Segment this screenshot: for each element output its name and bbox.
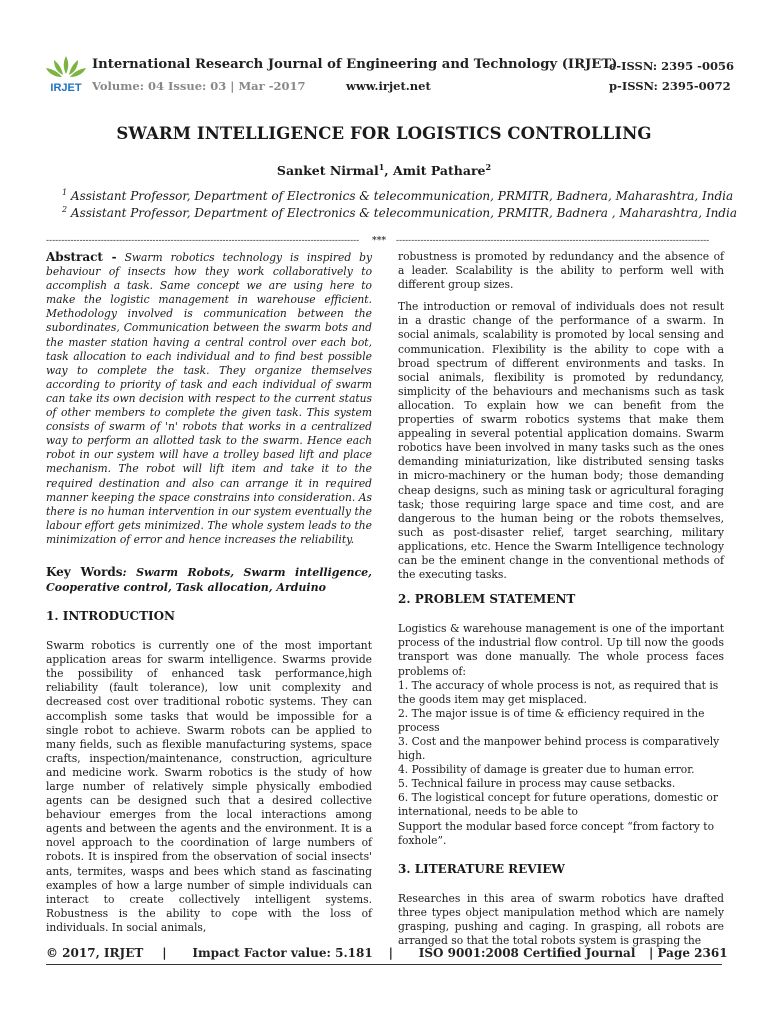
journal-name: International Research Journal of Engineering and Technology (IRJET) [92, 57, 618, 72]
section-heading-introduction: 1. INTRODUCTION [46, 608, 176, 623]
keywords-text: Swarm Robots, Swarm intelligence, Cooperative control, Task allocation, Arduino [46, 565, 372, 594]
problem-list-item: 5. Technical failure in process may cause setbacks. [398, 777, 676, 791]
footer-copyright: © 2017, IRJET [46, 946, 144, 960]
author-affiliation-mark: 2 [485, 162, 492, 172]
affiliation-mark: 2 [62, 205, 68, 214]
paragraph-gap [398, 292, 724, 300]
problem-list-item: 1. The accuracy of whole process is not, as required that is the goods item may get misplaced. [398, 678, 719, 706]
affiliation [62, 205, 737, 220]
journal-header [44, 52, 734, 96]
separator-dashes-right: ------------------------------------------------------------------------------------------------------- [396, 236, 710, 246]
author-affiliation-mark: 1 [378, 162, 385, 172]
author-separator: , [384, 163, 394, 179]
section-heading-problem-statement: 2. PROBLEM STATEMENT [398, 592, 576, 607]
abstract [46, 250, 372, 547]
e-issn: e-ISSN: 2395 -0056 [609, 59, 734, 73]
affiliation-text: Assistant Professor, Department of Electronics & telecommunication, PRMITR, Badnera , Maharashtra, India [67, 206, 737, 220]
journal-website-link[interactable]: www.irjet.net [346, 79, 431, 93]
irjet-logo [44, 52, 88, 96]
p-issn: p-ISSN: 2395-0072 [609, 79, 731, 93]
problem-list-item: 2. The major issue is of time & efficiency required in the process [398, 706, 705, 734]
page-footer [46, 946, 728, 960]
paper-title: SWARM INTELLIGENCE FOR LOGISTICS CONTROLLING [116, 124, 652, 143]
problem-list-item: 4. Possibility of damage is greater due to human error. [398, 763, 695, 777]
introduction-paragraph: Swarm robotics is currently one of the most important application areas for swarm intelligence. Swarms provide the possibility of enhanced task performance,high reliability (fault tolerance), low unit complexity and decreased cost over traditional robotic systems. They can accomplish some tasks that would be impossible for a single robot to achieve. Swarm robots can be applied to many fields, such as flexible manufacturing systems, space crafts, inspection/maintenance, construction, agriculture and medicine work. Swarm robotics is the study of how large number of relatively simple physically embodied agents can be designed such that a desired collective behaviour emerges from the local interactions among agents and between the agents and the environment. It is a novel approach to the coordination of large numbers of robots. It is inspired from the observation of social insects' ants, termites, wasps and bees which stand as fascinating examples of how a large number of simple individuals can interact to create collectively intelligent systems. Robustness is the ability to cope with the loss of individuals. In social animals, [46, 639, 372, 934]
affiliation-text: Assistant Professor, Department of Electronics & telecommunication, PRMITR, Badnera, Maharashtra, India [67, 189, 734, 203]
separator-stars: *** [372, 236, 387, 246]
journal-issue: Volume: 04 Issue: 03 | Mar -2017 [92, 79, 306, 93]
author-name: Amit Pathare [393, 163, 486, 179]
affiliation-mark: 1 [62, 188, 68, 197]
abstract-label: Abstract - [46, 250, 117, 264]
problem-list-item: 3. Cost and the manpower behind process is comparatively high. [398, 735, 720, 763]
left-column [46, 250, 372, 935]
author-name: Sanket Nirmal [276, 163, 379, 179]
affiliation [62, 188, 734, 203]
section-heading-literature-review: 3. LITERATURE REVIEW [398, 861, 565, 876]
literature-paragraph: Researches in this area of swarm robotics have drafted three types object manipulation method which are namely grasping, pushing and caging. In grasping, all robots are arranged so that the total robots system is grasping the [398, 891, 724, 948]
problem-intro: Logistics & warehouse management is one of the important process of the industrial flow control. Up till now the goods transport was done manually. The whole process faces problems of: [398, 622, 724, 678]
logo-lettering: IRJET [50, 82, 82, 94]
authors-line [0, 162, 768, 178]
keywords [46, 565, 372, 595]
right-column [398, 250, 724, 948]
footer-iso: ISO 9001:2008 Certified Journal [418, 946, 636, 960]
separator-dashes-left: ------------------------------------------------------------------------------------------------------- [46, 236, 360, 246]
keywords-label: Key Words [46, 564, 123, 579]
problem-list-item: Support the modular based force concept “from factory to foxhole”. [398, 819, 715, 847]
footer-divider: | [388, 946, 393, 960]
footer-impact-factor: Impact Factor value: 5.181 [192, 946, 373, 960]
body-paragraph: The introduction or removal of individuals does not result in a drastic change of the performance of a swarm. In social animals, scalability is promoted by local sensing and communication. Flexibility is the ability to cope with a broad spectrum of different environments and tasks. In social animals, flexibility is promoted by redundancy, simplicity of the behaviours and mechanisms such as task allocation. To explain how we can benefit from the properties of swarm robotics systems that make them appealing in several potential application domains. Swarm robotics have been involved in many tasks such as the ones demanding miniaturization, like distributed sensing tasks in micro-machinery or the human body; those demanding cheap designs, such as mining task or agricultural foraging task; those requiring large space and time cost, and are dangerous to the human being or the robots themselves, such as post-disaster relief, target searching, military applications, etc. Hence the Swarm Intelligence technology can be the eminent change in the conventional methods of the executing tasks. [398, 300, 724, 582]
keywords-colon: : [122, 565, 137, 579]
footer-divider: | [162, 946, 167, 960]
problem-list-item: 6. The logistical concept for future operations, domestic or international, needs to be able to [398, 791, 718, 819]
footer-rule [46, 964, 722, 965]
body-paragraph: robustness is promoted by redundancy and the absence of a leader. Scalability is the ability to perform well with different group sizes. [398, 250, 724, 292]
abstract-text: Swarm robotics technology is inspired by behaviour of insects how they work collaboratively to accomplish a task. Same concept we are using here to make the logistic management in warehouse efficient. Methodology involved is communication between the subordinates, Communication between the swarm bots and the master station having a central control over each bot, task allocation to each individual and to find best possible way to complete the task. They organize themselves according to priority of task and each individual of swarm can take its own decision with respect to the current status of other members to complete the given task. This system consists of swarm of 'n' robots that works in a centralized way to perform an allotted task to the swarm. Hence each robot in our system will have a trolley based lift and place mechanism. The robot will lift item and take it to the required destination and also can arrange it in required manner keeping the space constrains into consideration. As there is no human intervention in our system eventually the labour effort gets minimized. The whole system leads to the minimization of error and hence increases the reliability. [46, 251, 372, 546]
footer-page-number: | Page 2361 [648, 946, 728, 960]
